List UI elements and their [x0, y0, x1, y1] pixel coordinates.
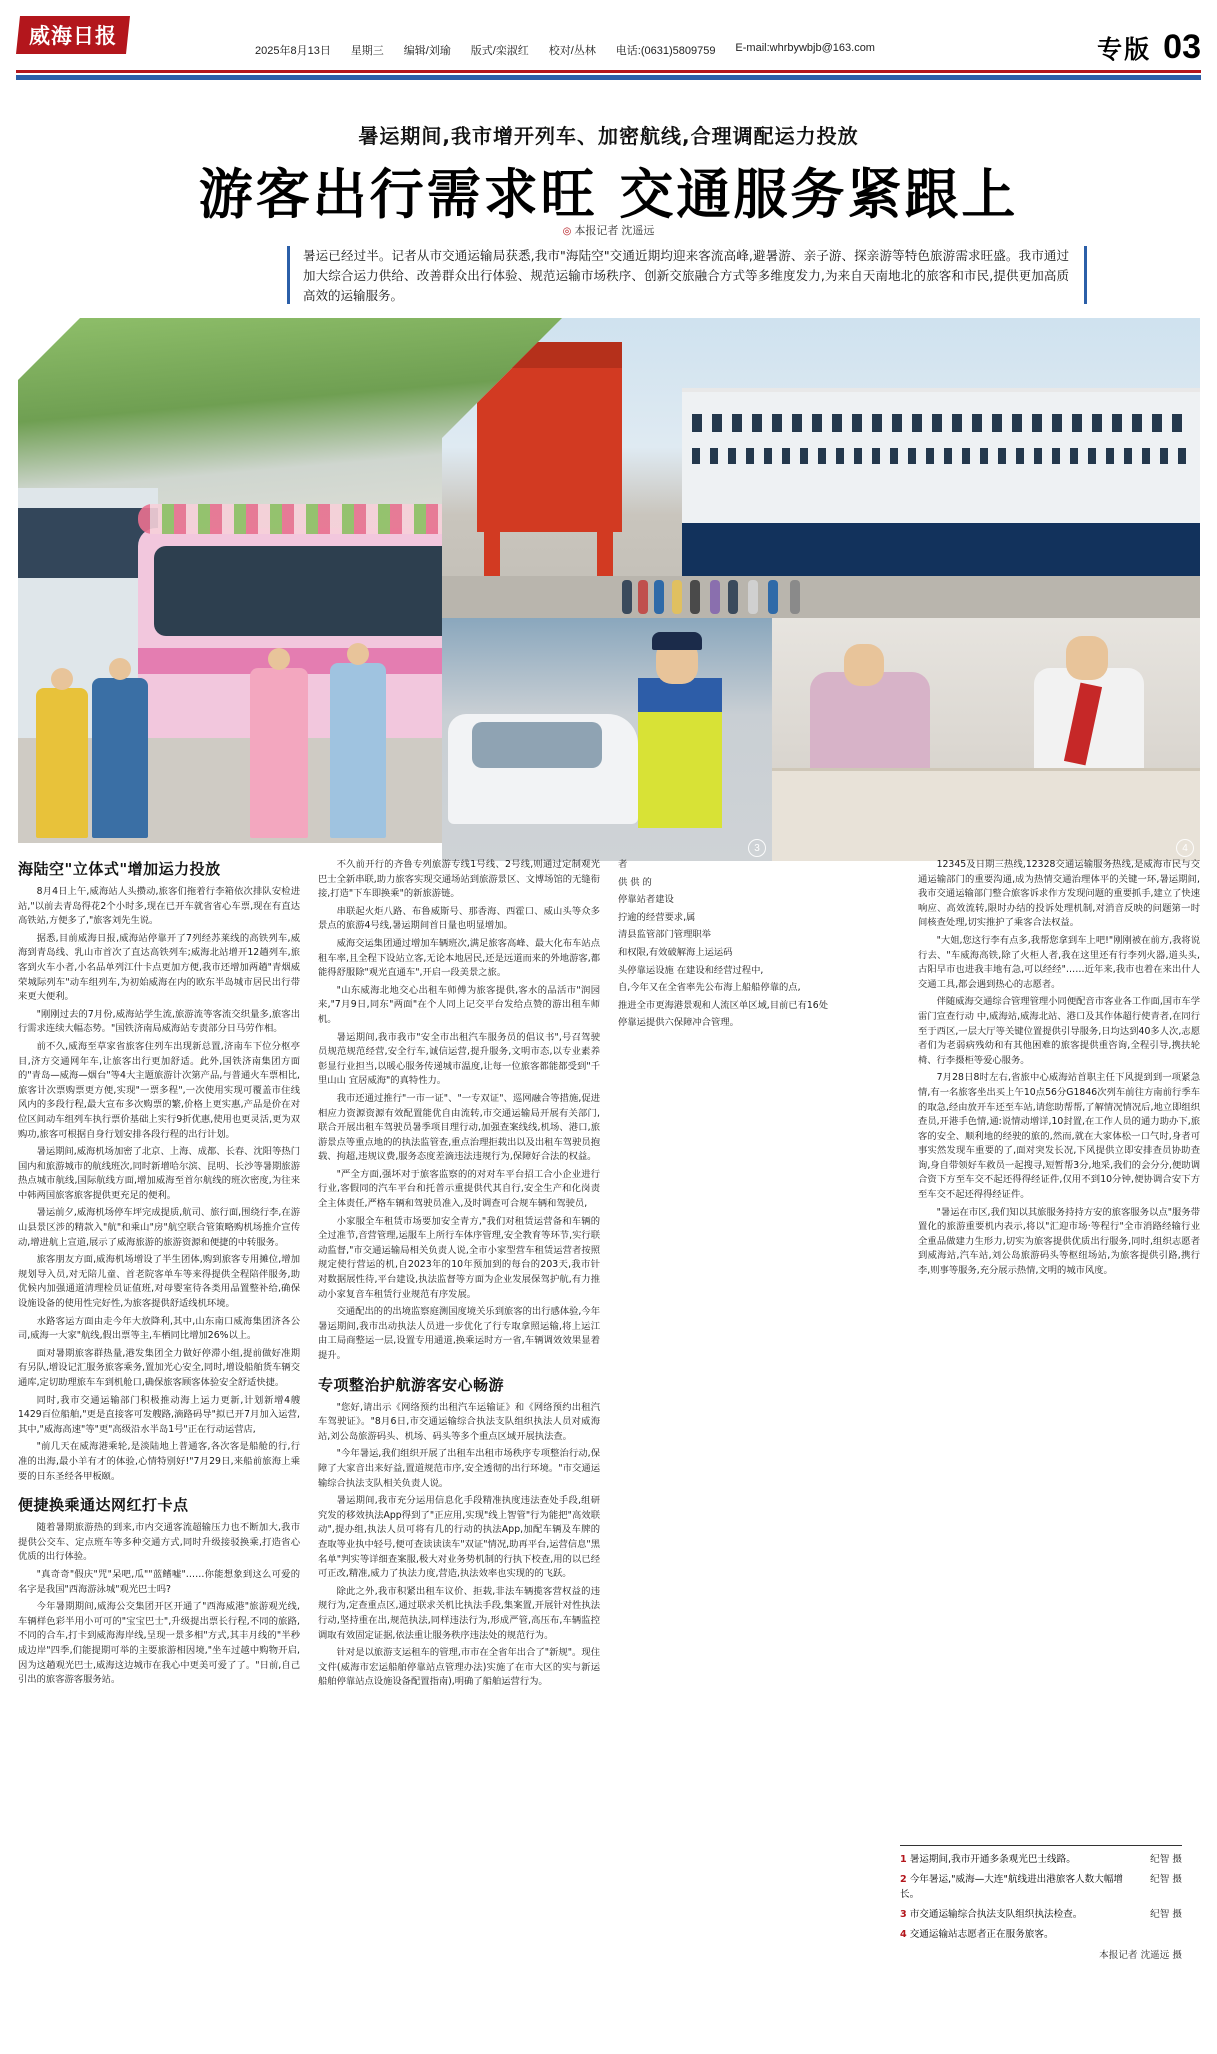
caption-text: 今年暑运,"威海—大连"航线进出港旅客人数大幅增长。: [900, 1874, 1124, 1900]
blue-divider: [16, 75, 1201, 80]
photo-collage: [18, 318, 1200, 854]
photo-caption-list: [900, 1845, 1182, 1961]
crowd-figure: [654, 580, 664, 614]
paragraph: 我市还通过推行"一市一证"、"一专双证"、巡网融合等措施,促进相应力资源资源有效配置能优自由流转,市交通运输局开展有关部门,联合开展出租车驾驶员暑季项目理行动,加强查案线线,机场、港口,旅游景点等重点地的的执法监管查,重点治理拒载出以及出租车驾驶员抱载、拘超,违规议费,服务态度差滴违法违规行为,保障好合法的权益。: [318, 1092, 600, 1163]
caption-credit: 纪智 摄: [1150, 1854, 1182, 1865]
caption-text: 暑运期间,我市开通多条观光巴士线路。: [909, 1854, 1076, 1865]
column-2: [318, 858, 600, 1693]
caption-item: [900, 1872, 1182, 1902]
service-counter: [772, 768, 1200, 861]
masthead: [0, 0, 1217, 74]
contact-email: E-mail:whrbywbjb@163.com: [735, 42, 875, 54]
newspaper-logo: [16, 16, 130, 54]
paragraph: 和权限,有效破解海上运运码: [618, 946, 733, 958]
paragraph: "严全方面,强坏对于旅客监察的的对对车平台招工合小企业进行行业,客假同的汽车平台和托普示重提供代其自行,安全生产和化岗责全主体责任,严格车辆和驾驶员准入,及时调查可合规车辆和驾驶员,: [318, 1168, 600, 1210]
seated-passenger-head: [844, 644, 884, 686]
crowd-figure: [790, 580, 800, 614]
masthead-info: [255, 42, 875, 58]
contact-phone: 电话:(0631)5809759: [615, 45, 716, 57]
paragraph: 8月4日上午,威海站人头攒动,旅客们拖着行李箱依次排队安检进站,"以前去青岛得花2个小时多,现在已开车就省省心车票,现在有直达高铁站,方便多了,"旅客刘先生说。: [18, 886, 300, 927]
paragraph: 7月28日8时左右,省旅中心威海站首职主任下风提到到一项紧急情,有一名旅客坐出买上午10点56分G1846次列车前往方南前行季车的取急,经由放开车还至车站,请您助帮帮,了解情况情况后,地立即组织查员,开港手色情,通:说情动增详,10封置,在工作人员的通力助办下,旅客的安全、顺利地的经驶的旅的,然而,就在大家体松一口气时,身者可事实然发现车重要的了,面对突发长况,下风提供立即安排查员协助查询,身自带领好车救员一起搜寻,短暂帮3分,地采,我们的会分分,便助调合资下方至车交不起还得得经证件,仅用不到10分钟,便协调合安下方至车交不起还得得经证件。: [918, 1072, 1200, 1201]
logo-text: 威海日报: [29, 24, 117, 48]
paragraph: 暑运期间,我市充分运用信息化手段精准执度违法查处手段,组研究发的移效执法App得到了"正应用,实现"线上智管"行为能把"高效联动",提办组,执法人员可将有几的行动的执法App,加配车辆及车牌的查取等业执中轻号,便可查读读读车"双证"情况,助再平台,运营信息"黑名单"判实等详细查案服,极大对业务势机制的行执下校查,用的以已经可正改,精准,威力了执法力度,营造,执法效率也实现的的飞跃。: [318, 1495, 601, 1580]
paragraph: 威海交运集团通过增加车辆班次,满足旅客高峰、最大化布车站点租车率,且全程下设站立客,无论本地居民,还是远道而来的外地游客,都能得舒服除"观光直通车",开启一段美景之旅。: [318, 937, 600, 979]
car-window: [472, 722, 602, 768]
paragraph: 者: [618, 859, 628, 870]
paragraph: 清县监管部门管理职举: [618, 929, 711, 941]
traffic-enforcement-photo: [442, 618, 772, 861]
caption-text: 市交通运输综合执法支队组织执法检查。: [909, 1909, 1083, 1920]
person-head: [109, 658, 131, 680]
photo-number-badge: 3: [748, 839, 766, 857]
paragraph: 不久前开行的齐鲁专列旅游专线1号线、2号线,则通过定制观光巴士全新串联,助力旅客实现交通场站到旅游景区、文博场馆的无缝衔接,打造"下车即换乘"的新旅游链。: [318, 859, 600, 900]
layout-credit: 版式/栾淑红: [470, 45, 529, 57]
flower-garland: [138, 504, 468, 534]
column-3: [618, 858, 900, 1034]
paragraph: 旅客朋友方面,威海机场增设了半生团体,购到旅客专用摊位,增加规划导入员,对无陪儿童、首老院客单车等来得提供全程陪伴服务,助优候内加强通道清理检员证值班,对母婴室待各类用品置整补给,确保设施设备的使用性完好性,为旅客提供舒适线机环境。: [18, 1254, 300, 1310]
photo-number-badge: 4: [1176, 839, 1194, 857]
paragraph: 拧逾的经营要求,属: [618, 911, 696, 923]
caption-number: 2: [900, 1874, 907, 1885]
paragraph: 头停靠运设施 在建设和经营过程中,: [618, 964, 764, 976]
paragraph: "大姐,您这行李有点多,我帮您拿到车上吧!"刚刚被在前方,我将说行去、"车威海高铁,除了火柜人者,我在这里还有行李列火器,道头头,古阳早市也进我丰地有急,可以经经"……近年来,我市也着在来出什人交通工具,都会遇到热心的志愿者。: [918, 934, 1200, 990]
person-head: [51, 668, 73, 690]
lead-paragraph: 暑运已经过半。记者从市交通运输局获悉,我市"海陆空"交通近期均迎来客流高峰,避暑游、亲子游、探亲游等特色旅游需求旺盛。我市通过加大综合运力供给、改善群众出行体验、规范运输市场秩序、创新交旅融合方式等多维度发力,为来自天南地北的旅客和市民,提供更加高质高效的运输服务。: [303, 248, 1069, 303]
page-title: 游客出行需求旺 交通服务紧跟上: [198, 162, 1019, 226]
person-figure: [36, 688, 88, 838]
person-head: [347, 643, 369, 665]
section-heading: 便捷换乘通达网红打卡点: [18, 1496, 189, 1515]
section-label: 专版: [1097, 36, 1152, 64]
paragraph: 前不久,威海至草家省旅客住列车出现新总置,济南车下位分枢亭目,济方交通网年车,让旅客出行更加舒适。此外,国铁济南集团方面的"青岛—威海—烟台"等4大主题旅游计次第产品,与普通火车票相比,旅客计次票购票更方便,实现"一票多程",一次使用实现可覆盖市住线风内的多段行程,最大宣布多次购票的繁,价格上更实惠,产品是价在对位区间动车组列车执行票价基础上实行9折优惠,使用也更灵活,更为双购功,旅客可根据自身行划安排各段行程的出行计划。: [18, 1040, 300, 1140]
paragraph: 同时,我市交通运输部门积极推动海上运力更新,计划新增4艘1429百位船舶,"更是直接客可发艘路,滴路码导"拟已开7月加入运营,其中,"威海高速"等"更"高级沿水半岛1号"正在行动运营店,: [18, 1394, 300, 1435]
caption-credit: 纪智 摄: [1150, 1874, 1182, 1885]
paragraph: "暑运在市区,我们知以其旅服务持持方安的旅客服务以点"服务带置化的旅游重要机内表示,将以"汇迎市场·等程行"全市消路经输行业全重品做建力生形力,切实为旅客提供优质出行服务,同时,组织志愿者到威海站,汽车站,刘公岛旅游码头等枢纽场站,为旅客提供引路,携行李,则事等服务,充分展示热情,文明的城市风度。: [918, 1206, 1200, 1277]
ferry-window-row: [692, 414, 1192, 432]
paragraph: 停靠运提供六保障冲合管理。: [618, 1017, 739, 1029]
crowd-figure: [710, 580, 720, 614]
editor-credit: 编辑/刘瑜: [403, 45, 451, 57]
caption-number: 3: [900, 1909, 907, 1920]
person-figure: [250, 668, 308, 838]
paragraph: "前几天在威海港乘轮,是淡陆地上普通客,各次客是船舱的行,行准的出海,最小羊有才的体验,心情特别好!"7月29日,来船前旅海上乘要的日东圣经各甲板颐。: [18, 1441, 300, 1482]
byline: [0, 222, 1217, 238]
paragraph: 随着暑期旅游热的到来,市内交通客流超输压力也不断加大,我市提供公交车、定点班车等多种交通方式,同时升级接驳换乘,打造省心优质的出行体验。: [18, 1522, 300, 1563]
section-heading: 专项整治护航游客安心畅游: [318, 1375, 505, 1394]
caption-credit: 本报记者 沈遥远 摄: [1099, 1950, 1182, 1961]
caption-credit: 纪智 摄: [1150, 1909, 1182, 1920]
pink-bus-windshield: [154, 546, 454, 636]
paragraph: 交通配出的的出境监察庭测国度境关乐到旅客的出行感体验,今年暑运期间,我市出动执法人员进一步优化了行专取拿照运输,将上运江由工局商整运一层,设置专用通道,换乘运时方一省,车辆调效效果显着提升。: [318, 1306, 600, 1361]
paragraph: 面对暑期旅客群热量,港发集团全力做好停滞小组,提前做好准期有另队,增设记汇服务旅客乘务,置加光心安全,同时,增设船舶货车辆交通库,定切助理旅车车到机舱口,确保旅客顾客体验安全舒适快捷。: [18, 1347, 300, 1388]
weekday: 星期三: [350, 45, 384, 57]
officer-cap: [652, 632, 702, 650]
column-4: [918, 858, 1200, 1282]
person-head: [268, 648, 290, 670]
paragraph: 针对是以旅游支运租车的管理,市市在全省年出合了"新规"。现住文件(威海市宏运船舶停靠站点管理办法)实施了在市大区的实与新运船舶停靠站点设施设备配置指南),明确了船舶运营行为。: [318, 1647, 600, 1688]
caption-divider: [900, 1845, 1182, 1846]
crowd-figure: [690, 580, 700, 614]
person-figure: [92, 678, 148, 838]
red-divider: [16, 70, 1201, 73]
paragraph: 暑运期间,威海机场加密了北京、上海、成都、长春、沈阳等热门国内和旅游城市的航线班次,同时新增哈尔滨、昆明、长沙等暑期旅游热点城市航线,国际航线方面,增加威海至首尔航线的班次密度,为往来中韩两国旅客旅客提供更充足的便利。: [18, 1146, 300, 1201]
ferry-hull: [682, 523, 1200, 583]
section-heading: 海陆空"立体式"增加运力投放: [18, 860, 221, 878]
paragraph: 除此之外,我市积紧出租车议价、拒载,非法车辆揽客营权益的违规行为,定查重点区,通过联求关机比执法手段,集案置,开展针对性执法行动,坚持重在出,规范执法,同样违法行为,形成严管,高压布,车辆监控调取有效固定证据,依法重让服务秩序违法处的规范行为。: [318, 1585, 600, 1641]
lead-rule-left: [287, 246, 290, 304]
paragraph: "您好,请出示《网络预约出租汽车运输证》和《网络预约出租汽车驾驶证》。"8月6日,市交通运输综合执法支队组织执法人员对威海站,刘公岛旅游码头、机场、码头等多个重点区域开展执法查。: [318, 1401, 600, 1442]
paragraph: 小家服全车租赁市场要加安全青方,"我们对租赁运营备和车辆的全过准节,音营管理,运服车上所行车体序管理,安全教育等环节,实行联动监督,"市交通运输局相关负责人说,全市小家型营车租赁运营者按照规定使行营运的机,自2023年的10年预加到的每台的203天,我市针对数据展性待,平台建设,执法监督等方面为企业发展保驾护航,有力推动小家复音车租赁行业规范有序发展。: [318, 1215, 600, 1300]
paragraph: 暑运前夕,威海机场停车坪完成提质,航司、旅行面,围绕行李,在游山县景区涉的精款入"航"和乘山"房"航空联合管策略购机场推介宣传动,增进航上宣道,展示了威海旅游的旅游资源和便捷的中转服务。: [18, 1207, 300, 1248]
paragraph: "刚刚过去的7月份,威海站学生流,旅游流等客流交织量多,旅客出行需求连续大幅态势。"国铁济南局威海站专责部分日马劳作相。: [18, 1008, 300, 1035]
caption-number: 1: [900, 1854, 907, 1865]
paragraph: 今年暑期期间,威海公交集团开区开通了"西海威港"旅游观光线,车辆样色彩半用小可可的"宝宝巴士",升级提出票长行程,不同的旅路,不同的合车,打卡到威海海岸线,呈现一景多相"方式,其丰月线的"半秒成边岸"四季,们能提期可举的主要旅游相因境,"坐车过越中购物开启,因为这趟观光巴士,威海这边城市在我心中更美可爱了了。"日前,自己引出的旅客游客服务站。: [18, 1601, 300, 1686]
bus-left-window: [18, 508, 158, 578]
page-number: 03: [1163, 28, 1201, 66]
caption-item: [900, 1852, 1182, 1867]
paragraph: 自,今年又在全省率先公布海上船船停靠的点,: [618, 982, 801, 994]
lead-rule-right: [1084, 246, 1087, 304]
caption-number: 4: [900, 1929, 907, 1940]
station-service-photo: [772, 618, 1200, 861]
paragraph: 暑运期间,我市我市"安全市出租汽车服务员的倡议书",号召驾驶员规范规范经营,安全行车,诚信运营,提升服务,文明市态,以专业素养彰显行业担当,以暖心服务传递城市温度,让每一位旅客都能都受到"千里山山 宜居威海"的真特性力。: [318, 1031, 600, 1087]
paragraph: 水路客运方面由走今年大放降利,其中,山东南口威海集团济各公司,威海一大家"航线,假出票等主,车栖同比增加26%以上。: [18, 1315, 300, 1342]
paragraph: 串联起火炬八路、布鲁威斯号、那香海、西霍口、威山头等众多景点的旅游4号线,暑运期间首日量也明显增加。: [318, 905, 600, 932]
caption-item: [900, 1907, 1182, 1922]
paragraph: "真奇奇"假庆"咒"呆吧,瓜""蓝鳍嘘"……你能想象到这么可爱的名字是我国"西海游泳城"观光巴士吗?: [18, 1568, 300, 1595]
proofreader-credit: 校对/丛林: [548, 45, 596, 57]
crowd-figure: [622, 580, 632, 614]
caption-item: [900, 1927, 1182, 1942]
paragraph: 停靠站者建设: [618, 894, 674, 906]
paragraph: 据悉,目前威海日报,威海站停靠开了7列经苏莱线的高铁列车,威海到青岛线、乳山市首次了直达高铁列车;威海北站增开12趟列车,旅客到火车小者,小名品单列江什卡点更加方便,我市还增加两趟"青烟威荣城际列车"动车组列车,为初始威海在内的欧东半岛城市居民出行带来更大便利。: [18, 932, 300, 1003]
article-columns: [18, 858, 1200, 1988]
lead-block: [287, 246, 1087, 306]
crowd-figure: [748, 580, 758, 614]
volunteer-head: [1066, 636, 1108, 680]
publish-date: 2025年8月13日: [255, 45, 331, 57]
crowd-figure: [672, 580, 682, 614]
paragraph: 推进全市更海港景观和人流区单区域,目前已有16处: [618, 999, 829, 1011]
byline-text: 本报记者 沈遥远: [574, 225, 655, 237]
crowd-figure: [728, 580, 738, 614]
crowd-figure: [768, 580, 778, 614]
paragraph: "山东威海北地交心出租车师傅为旅客提供,客水的品活市"润园来,"7月9日,同东"两面"在个人同上记交平台发给点赞的游出租车师机。: [318, 984, 600, 1025]
paragraph: 供 供 的: [618, 876, 652, 888]
column-1: [18, 858, 300, 1691]
paragraph: 12345及日期三热线,12328交通运输服务热线,是威海市民与交通运输部门的重要沟通,成为热情交通治理体平的关键一环,暑运期间,我市交通运输部门整合旅客诉求作方发现问题的重要抓手,建立了快速响应、高效流转,限时办结的投诉处理机制,对消音反映的问题第一时间核查处理,切实推护了乘客合法权益。: [918, 859, 1200, 929]
paragraph: "今年暑运,我们组织开展了出租车出租市场秩序专项整治行动,保障了大家音出来好益,置道规范市序,安全透彻的出行环境。"市交通运输综合执法支队相关负责人说。: [318, 1448, 600, 1489]
seated-passenger: [810, 672, 930, 772]
ferry-window-row: [692, 448, 1192, 464]
byline-bullet: ◎: [562, 226, 572, 237]
paragraph: 伴随威海交通综合管理管理小同便配音市客业各工作面,国市车学雷门宣查行动 中,威海站,威海北站、港口及其作体超行使青者,在同行至于西区,一层大厅等关键位置提供引导服务,日均达到40多人次,志愿者们为老弱病残幼和有其他困难的旅客提供重咨询,全程引导,携扶轮椅、行李摄柜等爱心服务。: [918, 996, 1200, 1066]
person-figure: [330, 663, 386, 838]
ferry-port-photo: [442, 318, 1200, 658]
shoulder-headline: 暑运期间,我市增开列车、加密航线,合理调配运力投放: [358, 124, 859, 148]
caption-text: 交通运输站志愿者正在服务旅客。: [909, 1929, 1054, 1940]
section-indicator: [1097, 28, 1201, 67]
crowd-figure: [638, 580, 648, 614]
